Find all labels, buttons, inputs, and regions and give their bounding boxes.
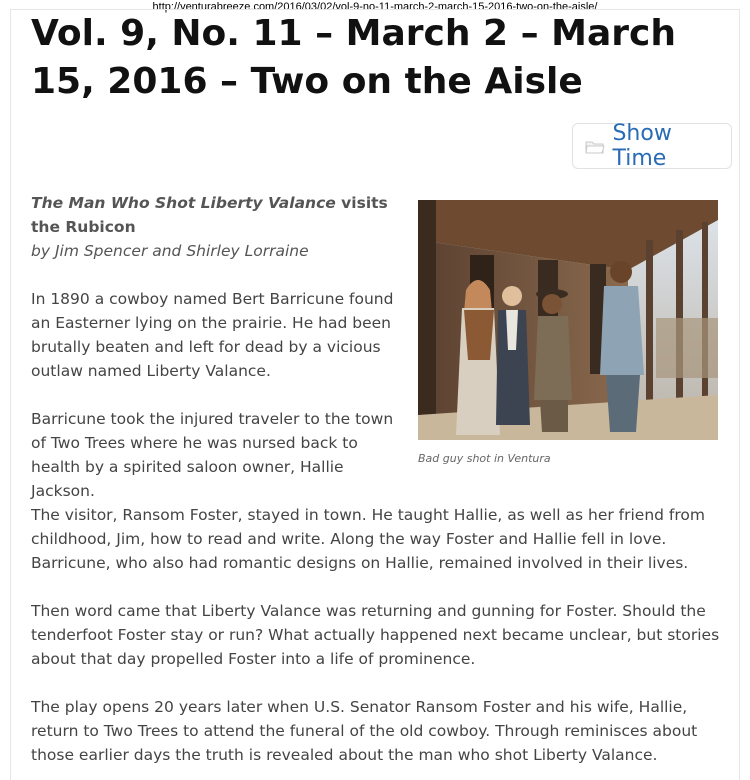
article-photo: [418, 200, 718, 440]
photo-caption: Bad guy shot in Ventura: [418, 452, 551, 465]
paragraph-4: Then word came that Liberty Valance was returning and gunning for Foster. Should the tenderfoot Foster stay or run? What actually happened next became unclear, but stories about that day propelled Foster into a life of prominence.: [31, 602, 720, 668]
folder-icon: [573, 123, 612, 169]
paragraph-1: In 1890 a cowboy named Bert Barricune found an Easterner lying on the prairie. He had been brutally beaten and left for dead by a vicious outlaw named Liberty Valance.: [31, 290, 394, 380]
headline-play-title: The Man Who Shot Liberty Valance: [31, 194, 336, 212]
page-title: Vol. 9, No. 11 – March 2 – March 15, 2016 – Two on the Aisle: [31, 13, 676, 102]
article-headline: [31, 191, 411, 239]
page-url: http://venturabreeze.com/2016/03/02/vol-9-no-11-march-2-march-15-2016-two-on-the-aisle/: [152, 1, 598, 13]
headline-rest: visits the Rubicon: [31, 194, 388, 236]
paragraph-2: Barricune took the injured traveler to the town of Two Trees where he was nursed back to health by a spirited saloon owner, Hallie Jackson.: [31, 410, 394, 500]
byline: by Jim Spencer and Shirley Lorraine: [31, 242, 309, 260]
category-label: Show Time: [612, 121, 672, 171]
paragraph-3: The visitor, Ransom Foster, stayed in town. He taught Hallie, as well as her friend from childhood, Jim, how to read and write. Along the way Foster and Hallie fell in love. Barricune, who also had romantic designs on Hallie, remained involved in their lives.: [31, 506, 705, 572]
show-time-category-button[interactable]: [572, 123, 732, 169]
paragraph-5: The play opens 20 years later when U.S. Senator Ransom Foster and his wife, Hallie, return to Two Trees to attend the funeral of the old cowboy. Through reminisces about those earlier days the truth is revealed about the man who shot Liberty Valance.: [31, 698, 698, 764]
